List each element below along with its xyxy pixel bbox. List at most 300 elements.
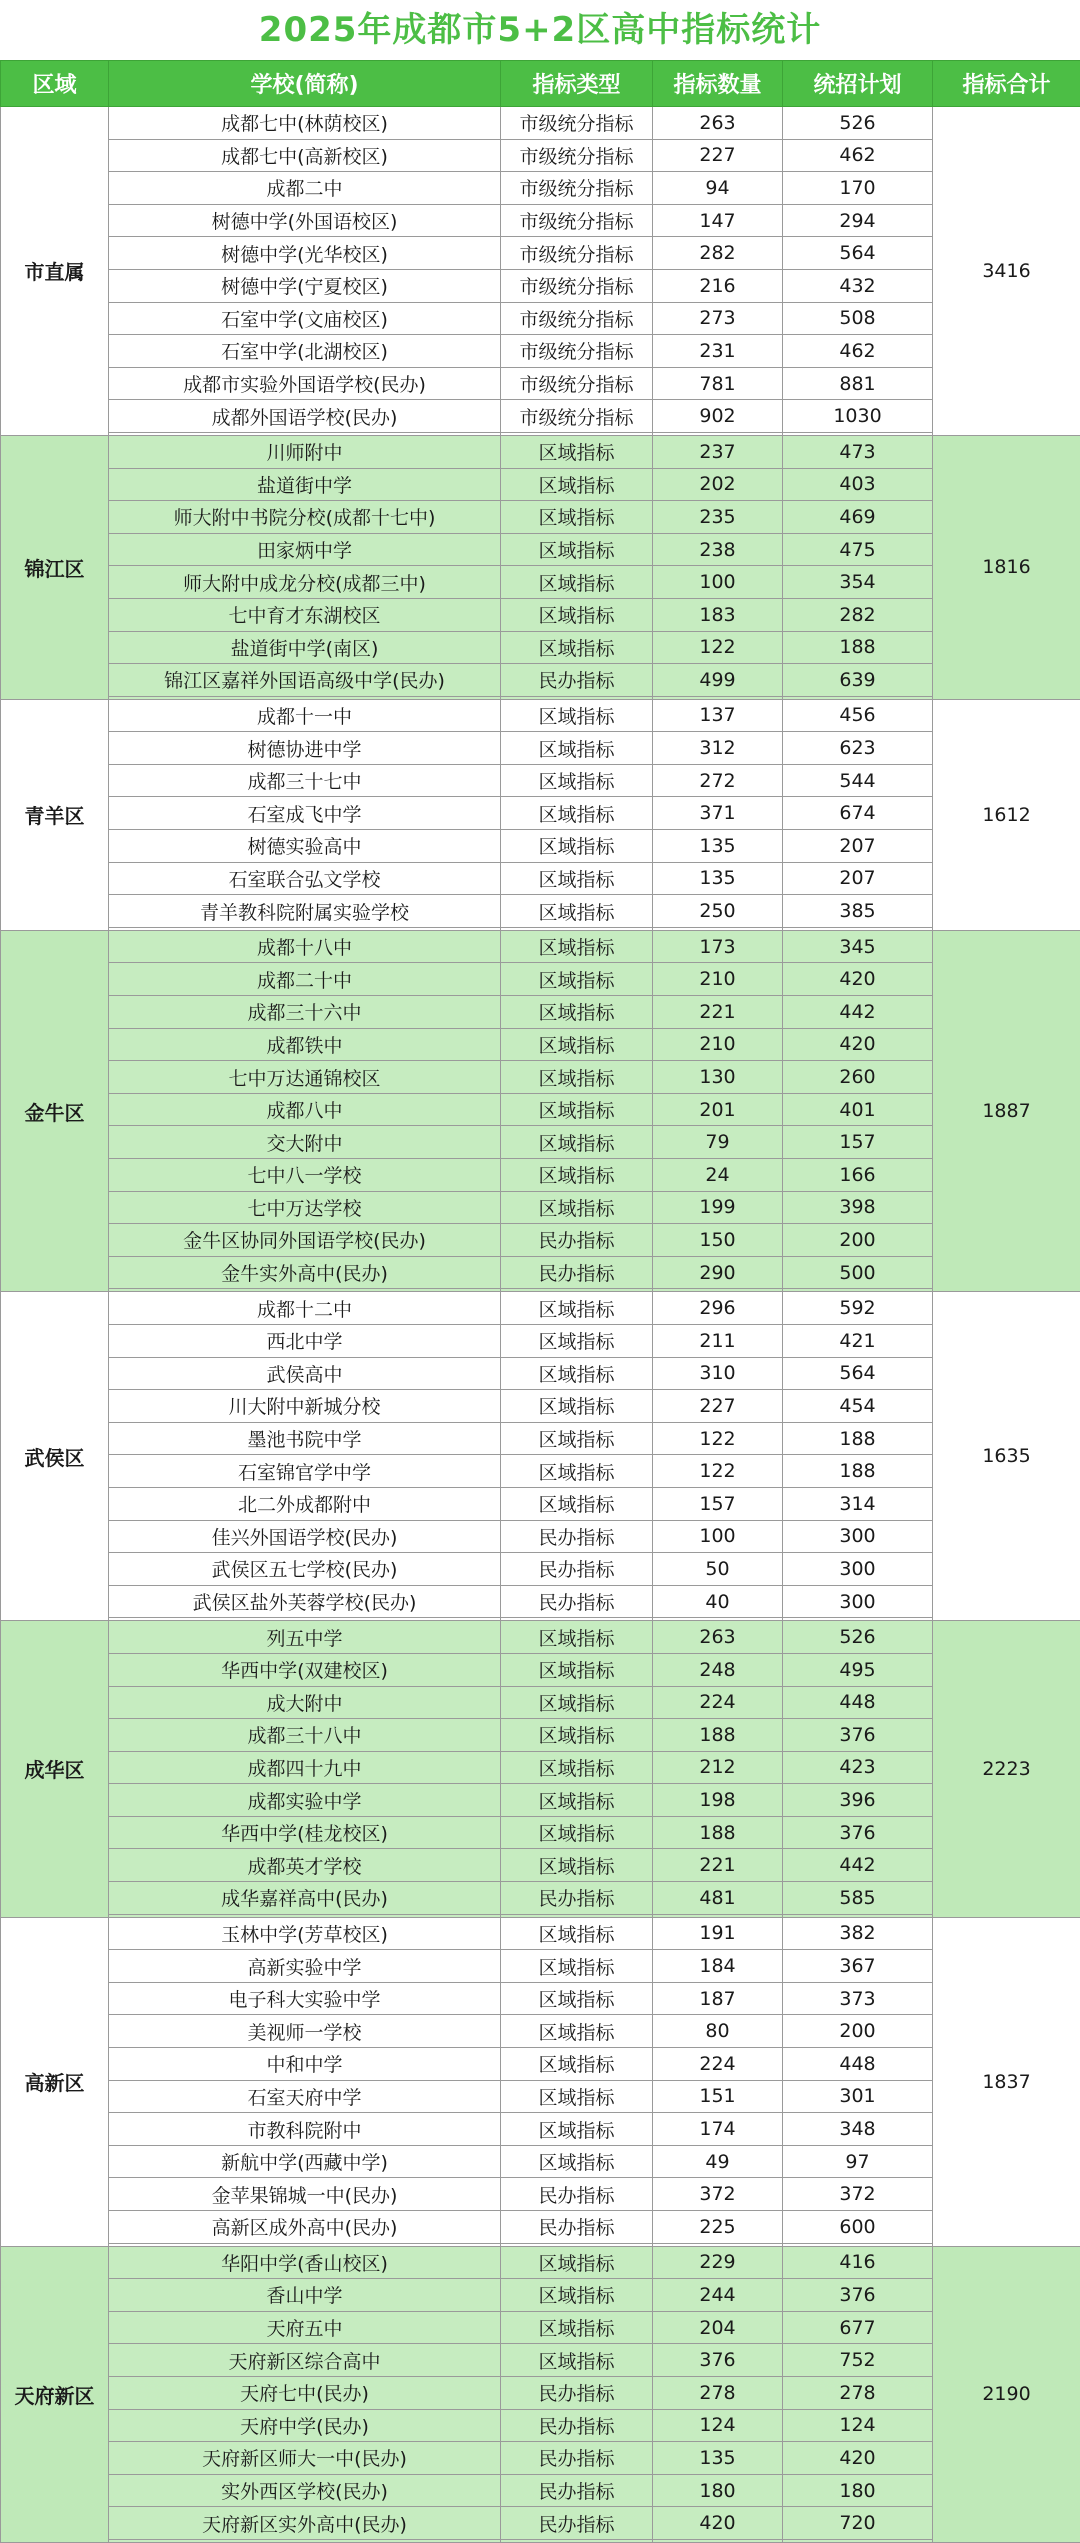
table-row (1, 2246, 1080, 2279)
region-group (1, 699, 1080, 930)
quota-total-cell: 3416 (933, 107, 1080, 436)
quota-count-cell: 94 (653, 172, 783, 205)
header-row (1, 61, 1080, 107)
quota-count-cell: 50 (653, 1553, 783, 1586)
enrollment-plan-cell: 170 (783, 172, 933, 205)
table-row (1, 1093, 1080, 1126)
table-row (1, 1686, 1080, 1719)
table-row (1, 2409, 1080, 2442)
quota-type-cell: 区域指标 (501, 2015, 653, 2048)
school-name-cell: 成都二中 (109, 172, 501, 205)
quota-count-cell: 272 (653, 764, 783, 797)
school-name-cell: 青羊教科院附属实验学校 (109, 895, 501, 928)
quota-type-cell: 区域指标 (501, 764, 653, 797)
quota-count-cell: 371 (653, 797, 783, 830)
table-row (1, 172, 1080, 205)
quota-type-cell: 区域指标 (501, 468, 653, 501)
table-row (1, 797, 1080, 830)
quota-type-cell: 区域指标 (501, 2279, 653, 2312)
school-name-cell: 天府新区综合高中 (109, 2344, 501, 2377)
enrollment-plan-cell: 124 (783, 2409, 933, 2442)
table-row (1, 963, 1080, 996)
school-name-cell: 交大附中 (109, 1126, 501, 1159)
quota-type-cell: 市级统分指标 (501, 335, 653, 368)
quota-count-cell: 227 (653, 1390, 783, 1423)
table-row (1, 1982, 1080, 2015)
school-name-cell: 实外西区学校(民办) (109, 2474, 501, 2507)
table-row (1, 2015, 1080, 2048)
school-name-cell: 成都三十八中 (109, 1719, 501, 1752)
table-row (1, 107, 1080, 140)
region-cell: 锦江区 (1, 435, 109, 699)
quota-count-cell: 173 (653, 930, 783, 963)
school-name-cell: 七中育才东湖校区 (109, 598, 501, 631)
school-name-cell: 树德中学(宁夏校区) (109, 269, 501, 302)
table-row (1, 598, 1080, 631)
quota-type-cell: 市级统分指标 (501, 400, 653, 433)
enrollment-plan-cell: 376 (783, 1816, 933, 1849)
quota-type-cell: 民办指标 (501, 1256, 653, 1289)
enrollment-plan-cell: 421 (783, 1324, 933, 1357)
quota-type-cell: 市级统分指标 (501, 302, 653, 335)
quota-type-cell: 民办指标 (501, 1585, 653, 1618)
school-name-cell: 天府新区实外高中(民办) (109, 2507, 501, 2540)
quota-count-cell: 210 (653, 963, 783, 996)
enrollment-plan-cell: 420 (783, 963, 933, 996)
enrollment-plan-cell: 462 (783, 139, 933, 172)
school-name-cell: 西北中学 (109, 1324, 501, 1357)
enrollment-plan-cell: 592 (783, 1292, 933, 1325)
school-name-cell: 华西中学(桂龙校区) (109, 1816, 501, 1849)
quota-count-cell: 100 (653, 1520, 783, 1553)
quota-count-cell: 227 (653, 139, 783, 172)
quota-type-cell: 区域指标 (501, 963, 653, 996)
school-name-cell: 成都三十六中 (109, 996, 501, 1029)
table-row (1, 468, 1080, 501)
school-name-cell: 树德协进中学 (109, 732, 501, 765)
quota-count-cell: 49 (653, 2145, 783, 2178)
enrollment-plan-cell: 376 (783, 2279, 933, 2312)
enrollment-plan-cell: 188 (783, 631, 933, 664)
region-group (1, 435, 1080, 699)
enrollment-plan-cell: 500 (783, 1256, 933, 1289)
table-row (1, 1585, 1080, 1618)
spacer-cell (783, 2539, 933, 2542)
enrollment-plan-cell: 348 (783, 2113, 933, 2146)
school-name-cell: 成都英才学校 (109, 1849, 501, 1882)
table-row (1, 1224, 1080, 1257)
quota-type-cell: 区域指标 (501, 1093, 653, 1126)
enrollment-plan-cell: 473 (783, 435, 933, 468)
table-row (1, 139, 1080, 172)
enrollment-plan-cell: 639 (783, 664, 933, 697)
quota-count-cell: 278 (653, 2376, 783, 2409)
table-row (1, 1292, 1080, 1325)
region-cell: 市直属 (1, 107, 109, 436)
region-group (1, 1917, 1080, 2246)
enrollment-plan-cell: 442 (783, 1849, 933, 1882)
region-cell: 青羊区 (1, 699, 109, 930)
table-row (1, 335, 1080, 368)
quota-count-cell: 199 (653, 1191, 783, 1224)
table-row (1, 1390, 1080, 1423)
enrollment-plan-cell: 200 (783, 1224, 933, 1257)
table-row (1, 1784, 1080, 1817)
table-row (1, 1719, 1080, 1752)
table-row (1, 269, 1080, 302)
school-name-cell: 树德中学(外国语校区) (109, 204, 501, 237)
enrollment-plan-cell: 373 (783, 1982, 933, 2015)
quota-type-cell: 区域指标 (501, 1917, 653, 1950)
enrollment-plan-cell: 354 (783, 566, 933, 599)
quota-count-cell: 157 (653, 1487, 783, 1520)
table-row (1, 2311, 1080, 2344)
enrollment-plan-cell: 508 (783, 302, 933, 335)
school-name-cell: 成都七中(林荫校区) (109, 107, 501, 140)
quota-type-cell: 民办指标 (501, 2442, 653, 2475)
enrollment-plan-cell: 157 (783, 1126, 933, 1159)
enrollment-plan-cell: 376 (783, 1719, 933, 1752)
school-name-cell: 武侯区盐外芙蓉学校(民办) (109, 1585, 501, 1618)
school-name-cell: 金苹果锦城一中(民办) (109, 2178, 501, 2211)
quota-type-cell: 区域指标 (501, 1487, 653, 1520)
enrollment-plan-cell: 752 (783, 2344, 933, 2377)
quota-count-cell: 147 (653, 204, 783, 237)
table-row (1, 2279, 1080, 2312)
quota-count-cell: 237 (653, 435, 783, 468)
quota-count-cell: 224 (653, 1686, 783, 1719)
school-name-cell: 玉林中学(芳草校区) (109, 1917, 501, 1950)
school-name-cell: 天府七中(民办) (109, 2376, 501, 2409)
enrollment-plan-cell: 314 (783, 1487, 933, 1520)
enrollment-plan-cell: 526 (783, 107, 933, 140)
school-name-cell: 石室天府中学 (109, 2080, 501, 2113)
table-row (1, 533, 1080, 566)
quota-type-cell: 区域指标 (501, 862, 653, 895)
quota-count-cell: 250 (653, 895, 783, 928)
page-title: 2025年成都市5+2区高中指标统计 (0, 0, 1080, 60)
quota-total-cell: 1816 (933, 435, 1080, 699)
school-name-cell: 中和中学 (109, 2048, 501, 2081)
region-group (1, 1621, 1080, 1917)
school-name-cell: 师大附中书院分校(成都十七中) (109, 501, 501, 534)
enrollment-plan-cell: 585 (783, 1882, 933, 1915)
quota-type-cell: 区域指标 (501, 1751, 653, 1784)
enrollment-plan-cell: 423 (783, 1751, 933, 1784)
col-header-quota-type: 指标类型 (501, 61, 653, 107)
quota-type-cell: 区域指标 (501, 1159, 653, 1192)
school-name-cell: 成都外国语学校(民办) (109, 400, 501, 433)
quota-type-cell: 区域指标 (501, 1455, 653, 1488)
col-header-quota-total: 指标合计 (933, 61, 1080, 107)
col-header-school: 学校(简称) (109, 61, 501, 107)
quota-type-cell: 区域指标 (501, 797, 653, 830)
quota-count-cell: 499 (653, 664, 783, 697)
quota-count-cell: 211 (653, 1324, 783, 1357)
quota-type-cell: 区域指标 (501, 1621, 653, 1654)
quota-count-cell: 221 (653, 1849, 783, 1882)
enrollment-plan-cell: 97 (783, 2145, 933, 2178)
quota-count-cell: 481 (653, 1882, 783, 1915)
quota-count-cell: 122 (653, 1422, 783, 1455)
school-name-cell: 金牛实外高中(民办) (109, 1256, 501, 1289)
quota-type-cell: 区域指标 (501, 699, 653, 732)
enrollment-plan-cell: 454 (783, 1390, 933, 1423)
enrollment-plan-cell: 564 (783, 237, 933, 270)
quota-type-cell: 区域指标 (501, 2048, 653, 2081)
enrollment-plan-cell: 475 (783, 533, 933, 566)
quota-count-cell: 150 (653, 1224, 783, 1257)
quota-type-cell: 区域指标 (501, 1816, 653, 1849)
quota-count-cell: 40 (653, 1585, 783, 1618)
enrollment-plan-cell: 385 (783, 895, 933, 928)
school-name-cell: 盐道街中学 (109, 468, 501, 501)
quota-type-cell: 民办指标 (501, 1882, 653, 1915)
enrollment-plan-cell: 420 (783, 2442, 933, 2475)
quota-count-cell: 216 (653, 269, 783, 302)
quota-count-cell: 376 (653, 2344, 783, 2377)
table-row (1, 1357, 1080, 1390)
quota-type-cell: 民办指标 (501, 1520, 653, 1553)
table-row (1, 764, 1080, 797)
quota-type-cell: 区域指标 (501, 996, 653, 1029)
school-name-cell: 成都十八中 (109, 930, 501, 963)
quota-count-cell: 151 (653, 2080, 783, 2113)
school-name-cell: 天府新区师大一中(民办) (109, 2442, 501, 2475)
table-row (1, 2113, 1080, 2146)
quota-count-cell: 225 (653, 2211, 783, 2244)
table-row (1, 1751, 1080, 1784)
table-row (1, 1028, 1080, 1061)
enrollment-plan-cell: 495 (783, 1653, 933, 1686)
enrollment-plan-cell: 278 (783, 2376, 933, 2409)
school-name-cell: 七中万达通锦校区 (109, 1061, 501, 1094)
school-name-cell: 北二外成都附中 (109, 1487, 501, 1520)
quota-count-cell: 204 (653, 2311, 783, 2344)
school-name-cell: 盐道街中学(南区) (109, 631, 501, 664)
quota-count-cell: 263 (653, 1621, 783, 1654)
enrollment-plan-cell: 300 (783, 1553, 933, 1586)
enrollment-plan-cell: 200 (783, 2015, 933, 2048)
table-row (1, 862, 1080, 895)
table-row (1, 1324, 1080, 1357)
quota-count-cell: 296 (653, 1292, 783, 1325)
quota-type-cell: 区域指标 (501, 1191, 653, 1224)
enrollment-plan-cell: 207 (783, 830, 933, 863)
school-name-cell: 华阳中学(香山校区) (109, 2246, 501, 2279)
school-name-cell: 成都铁中 (109, 1028, 501, 1061)
school-name-cell: 成都十二中 (109, 1292, 501, 1325)
quota-type-cell: 民办指标 (501, 2507, 653, 2540)
school-name-cell: 成华嘉祥高中(民办) (109, 1882, 501, 1915)
quota-type-cell: 区域指标 (501, 1324, 653, 1357)
table-row (1, 996, 1080, 1029)
quota-type-cell: 区域指标 (501, 1784, 653, 1817)
school-name-cell: 金牛区协同外国语学校(民办) (109, 1224, 501, 1257)
quota-total-cell: 2223 (933, 1621, 1080, 1917)
quota-count-cell: 122 (653, 1455, 783, 1488)
quota-type-cell: 民办指标 (501, 2178, 653, 2211)
school-name-cell: 七中八一学校 (109, 1159, 501, 1192)
table-row (1, 1917, 1080, 1950)
enrollment-plan-cell: 564 (783, 1357, 933, 1390)
region-cell: 高新区 (1, 1917, 109, 2246)
table-header (1, 61, 1080, 107)
col-header-region: 区域 (1, 61, 109, 107)
school-name-cell: 川大附中新城分校 (109, 1390, 501, 1423)
enrollment-plan-cell: 294 (783, 204, 933, 237)
enrollment-plan-cell: 166 (783, 1159, 933, 1192)
table-row (1, 1126, 1080, 1159)
table-row (1, 367, 1080, 400)
quota-count-cell: 202 (653, 468, 783, 501)
enrollment-plan-cell: 282 (783, 598, 933, 631)
quota-count-cell: 135 (653, 2442, 783, 2475)
enrollment-plan-cell: 881 (783, 367, 933, 400)
quota-count-cell: 221 (653, 996, 783, 1029)
quota-type-cell: 区域指标 (501, 2145, 653, 2178)
quota-count-cell: 137 (653, 699, 783, 732)
quota-type-cell: 区域指标 (501, 566, 653, 599)
school-name-cell: 天府五中 (109, 2311, 501, 2344)
quota-type-cell: 区域指标 (501, 1719, 653, 1752)
quota-type-cell: 市级统分指标 (501, 269, 653, 302)
quota-count-cell: 183 (653, 598, 783, 631)
col-header-enrollment-plan: 统招计划 (783, 61, 933, 107)
enrollment-plan-cell: 600 (783, 2211, 933, 2244)
table-row (1, 501, 1080, 534)
region-group (1, 930, 1080, 1292)
quota-count-cell: 781 (653, 367, 783, 400)
table-row (1, 237, 1080, 270)
table-row (1, 204, 1080, 237)
enrollment-plan-cell: 300 (783, 1585, 933, 1618)
school-name-cell: 华西中学(双建校区) (109, 1653, 501, 1686)
quota-count-cell: 122 (653, 631, 783, 664)
school-name-cell: 武侯区五七学校(民办) (109, 1553, 501, 1586)
school-name-cell: 高新区成外高中(民办) (109, 2211, 501, 2244)
table-row (1, 1621, 1080, 1654)
quota-count-cell: 263 (653, 107, 783, 140)
school-name-cell: 石室中学(北湖校区) (109, 335, 501, 368)
quota-count-cell: 229 (653, 2246, 783, 2279)
quota-count-cell: 248 (653, 1653, 783, 1686)
enrollment-plan-cell: 720 (783, 2507, 933, 2540)
enrollment-plan-cell: 300 (783, 1520, 933, 1553)
table-row (1, 1520, 1080, 1553)
quota-type-cell: 区域指标 (501, 1126, 653, 1159)
quota-count-cell: 198 (653, 1784, 783, 1817)
school-name-cell: 石室中学(文庙校区) (109, 302, 501, 335)
table-row (1, 830, 1080, 863)
enrollment-plan-cell: 674 (783, 797, 933, 830)
school-name-cell: 石室联合弘文学校 (109, 862, 501, 895)
school-name-cell: 师大附中成龙分校(成都三中) (109, 566, 501, 599)
table-row (1, 2442, 1080, 2475)
col-header-quota-count: 指标数量 (653, 61, 783, 107)
quota-count-cell: 244 (653, 2279, 783, 2312)
school-name-cell: 武侯高中 (109, 1357, 501, 1390)
table-row (1, 2178, 1080, 2211)
enrollment-plan-cell: 420 (783, 1028, 933, 1061)
table-row (1, 2048, 1080, 2081)
quota-type-cell: 区域指标 (501, 1292, 653, 1325)
quota-count-cell: 191 (653, 1917, 783, 1950)
quota-type-cell: 区域指标 (501, 1028, 653, 1061)
quota-type-cell: 区域指标 (501, 1061, 653, 1094)
quota-type-cell: 区域指标 (501, 2080, 653, 2113)
quota-type-cell: 区域指标 (501, 2113, 653, 2146)
table-row (1, 1653, 1080, 1686)
enrollment-plan-cell: 456 (783, 699, 933, 732)
school-name-cell: 成大附中 (109, 1686, 501, 1719)
table-row (1, 2344, 1080, 2377)
quota-count-cell: 273 (653, 302, 783, 335)
region-cell: 天府新区 (1, 2246, 109, 2542)
table-row (1, 1487, 1080, 1520)
school-name-cell: 墨池书院中学 (109, 1422, 501, 1455)
table-row (1, 895, 1080, 928)
quota-count-cell: 188 (653, 1816, 783, 1849)
region-cell: 武侯区 (1, 1292, 109, 1621)
school-name-cell: 成都二十中 (109, 963, 501, 996)
quota-count-cell: 312 (653, 732, 783, 765)
quota-type-cell: 区域指标 (501, 2344, 653, 2377)
quota-type-cell: 区域指标 (501, 1982, 653, 2015)
school-name-cell: 香山中学 (109, 2279, 501, 2312)
enrollment-plan-cell: 1030 (783, 400, 933, 433)
quota-count-cell: 310 (653, 1357, 783, 1390)
school-name-cell: 美视师一学校 (109, 2015, 501, 2048)
quota-type-cell: 区域指标 (501, 598, 653, 631)
quota-total-cell: 1635 (933, 1292, 1080, 1621)
quota-count-cell: 124 (653, 2409, 783, 2442)
table-row (1, 699, 1080, 732)
quota-count-cell: 420 (653, 2507, 783, 2540)
region-group (1, 1292, 1080, 1621)
enrollment-plan-cell: 396 (783, 1784, 933, 1817)
quota-type-cell: 区域指标 (501, 1653, 653, 1686)
table-row (1, 400, 1080, 433)
spacer-cell (653, 2539, 783, 2542)
quota-count-cell: 372 (653, 2178, 783, 2211)
enrollment-plan-cell: 188 (783, 1422, 933, 1455)
region-cell: 金牛区 (1, 930, 109, 1292)
school-name-cell: 列五中学 (109, 1621, 501, 1654)
quota-count-cell: 231 (653, 335, 783, 368)
school-name-cell: 市教科院附中 (109, 2113, 501, 2146)
table-row (1, 2080, 1080, 2113)
quota-type-cell: 区域指标 (501, 930, 653, 963)
quota-type-cell: 区域指标 (501, 1390, 653, 1423)
enrollment-plan-cell: 448 (783, 2048, 933, 2081)
school-name-cell: 佳兴外国语学校(民办) (109, 1520, 501, 1553)
quota-count-cell: 24 (653, 1159, 783, 1192)
school-name-cell: 树德实验高中 (109, 830, 501, 863)
group-spacer-row (1, 2539, 1080, 2542)
quota-count-cell: 201 (653, 1093, 783, 1126)
enrollment-plan-cell: 416 (783, 2246, 933, 2279)
enrollment-plan-cell: 260 (783, 1061, 933, 1094)
table-row (1, 1159, 1080, 1192)
region-group (1, 2246, 1080, 2542)
quota-count-cell: 188 (653, 1719, 783, 1752)
table-row (1, 1422, 1080, 1455)
enrollment-plan-cell: 469 (783, 501, 933, 534)
spacer-cell (109, 2539, 501, 2542)
table-row (1, 1849, 1080, 1882)
school-name-cell: 石室锦官学中学 (109, 1455, 501, 1488)
